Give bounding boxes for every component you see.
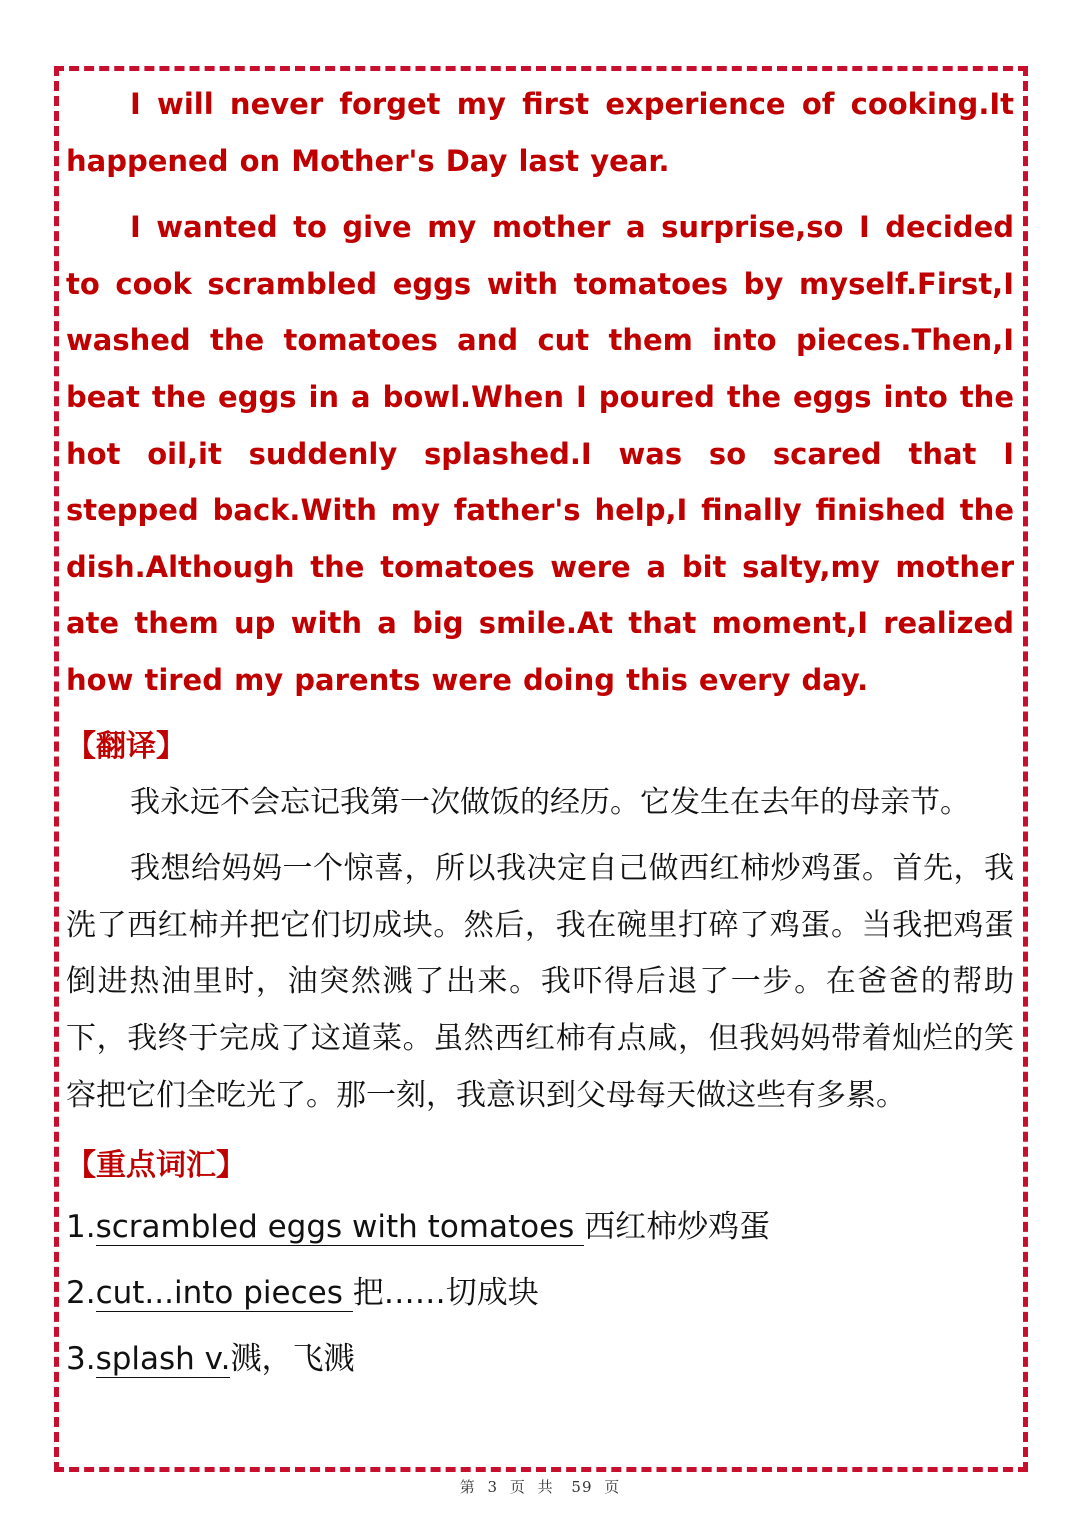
page-content <box>66 76 1014 1392</box>
vocabulary-item-3 <box>66 1326 1014 1392</box>
translation-heading: 【翻译】 <box>66 728 186 764</box>
vocabulary-meaning: 把……切成块 <box>352 1275 539 1312</box>
vocabulary-number: 3. <box>66 1341 96 1378</box>
footer-total-prefix: 共 <box>537 1478 554 1496</box>
footer-total-pages: 59 <box>571 1478 593 1496</box>
vocabulary-heading: 【重点词汇】 <box>66 1148 246 1184</box>
vocabulary-term: splash v. <box>95 1341 231 1378</box>
passage-paragraph-1: I will never forget my first experience of cooking.It happened on Mother's Day last year. <box>66 87 1014 178</box>
vocabulary-number: 1. <box>66 1209 96 1246</box>
passage-paragraph-2: I wanted to give my mother a surprise,so I decided to cook scrambled eggs with tomatoes by myself.First,I washed the tomatoes and cut them into pieces.Then,I beat the eggs in a bowl.When I poured the eggs into the hot oil,it suddenly splashed.I was so scared that I stepped back.With my father's help,I finally finished the dish.Although the tomatoes were a bit salty,my mother ate them up with a big smile.At that moment,I realized how tired my parents were doing this every day. <box>66 210 1014 697</box>
page-footer <box>0 1476 1080 1497</box>
vocabulary-item-1 <box>66 1194 1014 1260</box>
translation-paragraph-1: 我永远不会忘记我第一次做饭的经历。它发生在去年的母亲节。 <box>130 784 970 820</box>
vocabulary-meaning: 西红柿炒鸡蛋 <box>584 1209 771 1246</box>
translation-paragraph-2: 我想给妈妈一个惊喜，所以我决定自己做西红柿炒鸡蛋。首先，我洗了西红柿并把它们切成块。然后，我在碗里打碎了鸡蛋。当我把鸡蛋倒进热油里时，油突然溅了出来。我吓得后退了一步。在爸爸的帮助下，我终于完成了这道菜。虽然西红柿有点咸，但我妈妈带着灿烂的笑容把它们全吃光了。那一刻，我意识到父母每天做这些有多累。 <box>66 851 1014 1113</box>
vocabulary-number: 2. <box>66 1275 96 1312</box>
footer-page-prefix: 第 <box>459 1478 476 1496</box>
vocabulary-term: scrambled eggs with tomatoes <box>95 1209 585 1246</box>
vocabulary-meaning: 溅，飞溅 <box>230 1341 355 1378</box>
footer-page-number: 3 <box>487 1478 499 1496</box>
footer-total-unit: 页 <box>604 1478 621 1496</box>
vocabulary-term: cut...into pieces <box>95 1275 353 1312</box>
footer-page-unit: 页 <box>509 1478 526 1496</box>
vocabulary-item-2 <box>66 1260 1014 1326</box>
